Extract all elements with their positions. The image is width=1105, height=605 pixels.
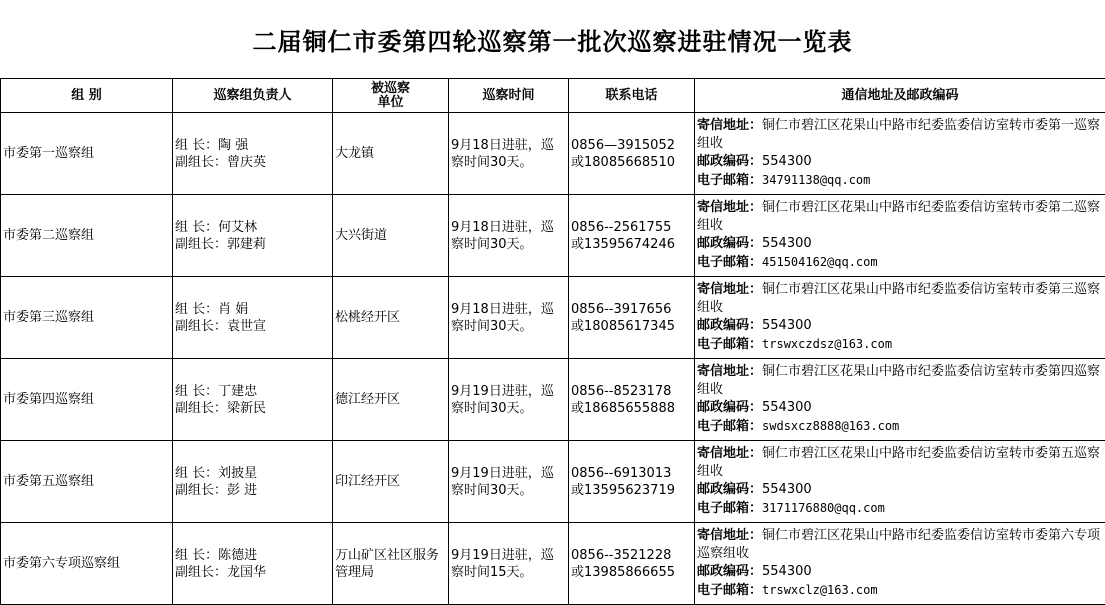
address-cell[interactable]	[695, 195, 1105, 277]
send-addr-label: 寄信地址：	[697, 118, 763, 133]
page-title: 二届铜仁市委第四轮巡察第一批次巡察进驻情况一览表	[252, 26, 853, 56]
unit-cell[interactable]	[333, 195, 449, 277]
address-cell[interactable]	[695, 523, 1105, 605]
address-cell[interactable]	[695, 359, 1105, 441]
deputy-leader-name: 副组长：郭建莉	[175, 236, 267, 252]
postcode-value: 554300	[762, 564, 812, 579]
leader-cell[interactable]	[173, 277, 333, 359]
postcode-label: 邮政编码：	[697, 400, 763, 415]
postcode-value: 554300	[762, 318, 812, 333]
header-unit-line1: 被巡察	[370, 80, 410, 96]
mail-address	[697, 199, 1103, 235]
group-cell[interactable]	[1, 195, 173, 277]
phone-cell[interactable]	[569, 523, 695, 605]
email	[697, 335, 1103, 354]
phone-cell[interactable]	[569, 277, 695, 359]
send-addr-value: 铜仁市碧江区花果山中路市纪委监委信访室转市委第五巡察组收	[697, 446, 1101, 479]
email-label: 电子邮箱：	[697, 501, 763, 516]
leader-cell[interactable]	[173, 523, 333, 605]
send-addr-value: 铜仁市碧江区花果山中路市纪委监委信访室转市委第三巡察组收	[697, 282, 1101, 315]
phone-mobile: 或13595674246	[571, 236, 675, 252]
inspected-unit: 大兴街道	[335, 228, 388, 243]
email-value: trswxclz@163.com	[762, 583, 878, 597]
time-cell[interactable]	[449, 195, 569, 277]
unit-cell[interactable]	[333, 277, 449, 359]
unit-cell[interactable]	[333, 523, 449, 605]
postcode-label: 邮政编码：	[697, 318, 763, 333]
unit-cell[interactable]	[333, 359, 449, 441]
email	[697, 417, 1103, 436]
email-label: 电子邮箱：	[697, 255, 763, 270]
group-name: 市委第六专项巡察组	[3, 556, 121, 571]
leader-cell[interactable]	[173, 441, 333, 523]
phone-cell[interactable]	[569, 359, 695, 441]
postcode-label: 邮政编码：	[697, 236, 763, 251]
send-addr-value: 铜仁市碧江区花果山中路市纪委监委信访室转市委第一巡察组收	[697, 118, 1101, 151]
header-time: 巡察时间	[449, 79, 569, 113]
email-value: swdsxcz8888@163.com	[762, 419, 900, 433]
group-name: 市委第二巡察组	[3, 228, 95, 243]
email-value: 3171176880@qq.com	[762, 501, 885, 515]
leader-cell[interactable]	[173, 359, 333, 441]
address-cell[interactable]	[695, 113, 1105, 195]
email	[697, 581, 1103, 600]
group-cell[interactable]	[1, 277, 173, 359]
postcode-value: 554300	[762, 482, 812, 497]
send-addr-label: 寄信地址：	[697, 446, 763, 461]
table-row	[1, 195, 1105, 277]
email-label: 电子邮箱：	[697, 337, 763, 352]
inspection-time: 9月19日进驻，巡察时间15天。	[451, 547, 554, 580]
phone-cell[interactable]	[569, 113, 695, 195]
postcode	[697, 317, 1103, 335]
send-addr-value: 铜仁市碧江区花果山中路市纪委监委信访室转市委第四巡察组收	[697, 364, 1101, 397]
postcode	[697, 481, 1103, 499]
phone-mobile: 或18085668510	[571, 154, 675, 170]
send-addr-value: 铜仁市碧江区花果山中路市纪委监委信访室转市委第六专项巡察组收	[697, 528, 1101, 561]
inspected-unit: 德江经开区	[335, 392, 401, 407]
header-leader: 巡察组负责人	[173, 79, 333, 113]
postcode-value: 554300	[762, 236, 812, 251]
postcode-label: 邮政编码：	[697, 154, 763, 169]
leader-name: 组 长：肖 娟	[175, 301, 249, 317]
inspection-time: 9月19日进驻，巡察时间30天。	[451, 383, 554, 416]
email-value: 451504162@qq.com	[762, 255, 878, 269]
time-cell[interactable]	[449, 277, 569, 359]
phone-mobile: 或13595623719	[571, 482, 675, 498]
send-addr-label: 寄信地址：	[697, 528, 763, 543]
email	[697, 499, 1103, 518]
header-unit-line2: 单位	[377, 94, 404, 110]
time-cell[interactable]	[449, 523, 569, 605]
deputy-leader-name: 副组长：龙国华	[175, 564, 267, 580]
table-row	[1, 277, 1105, 359]
header-group: 组 别	[1, 79, 173, 113]
phone-mobile: 或18085617345	[571, 318, 675, 334]
time-cell[interactable]	[449, 113, 569, 195]
group-name: 市委第一巡察组	[3, 146, 95, 161]
group-cell[interactable]	[1, 359, 173, 441]
header-phone: 联系电话	[569, 79, 695, 113]
table-row	[1, 113, 1105, 195]
deputy-leader-name: 副组长：彭 进	[175, 482, 258, 498]
leader-name: 组 长：陶 强	[175, 137, 249, 153]
table-row	[1, 523, 1105, 605]
phone-primary: 0856--6913013	[571, 465, 672, 481]
phone-primary: 0856—3915052	[571, 137, 675, 153]
leader-name: 组 长：刘披星	[175, 465, 258, 481]
phone-primary: 0856--2561755	[571, 219, 672, 235]
header-row	[1, 79, 1105, 113]
group-cell[interactable]	[1, 113, 173, 195]
mail-address	[697, 117, 1103, 153]
time-cell[interactable]	[449, 359, 569, 441]
inspection-time: 9月18日进驻，巡察时间30天。	[451, 301, 554, 334]
postcode-label: 邮政编码：	[697, 564, 763, 579]
phone-mobile: 或18685655888	[571, 400, 675, 416]
phone-primary: 0856--3521228	[571, 547, 672, 563]
inspected-unit: 松桃经开区	[335, 310, 401, 325]
leader-cell[interactable]	[173, 113, 333, 195]
send-addr-label: 寄信地址：	[697, 282, 763, 297]
email-label: 电子邮箱：	[697, 583, 763, 598]
email	[697, 253, 1103, 272]
group-name: 市委第五巡察组	[3, 474, 95, 489]
leader-name: 组 长：何艾林	[175, 219, 258, 235]
send-addr-value: 铜仁市碧江区花果山中路市纪委监委信访室转市委第二巡察组收	[697, 200, 1101, 233]
inspection-time: 9月19日进驻，巡察时间30天。	[451, 465, 554, 498]
leader-name: 组 长：丁建忠	[175, 383, 258, 399]
leader-cell[interactable]	[173, 195, 333, 277]
header-address: 通信地址及邮政编码	[695, 79, 1105, 113]
header-unit	[333, 79, 449, 113]
mail-address	[697, 527, 1103, 563]
postcode-value: 554300	[762, 400, 812, 415]
deputy-leader-name: 副组长：梁新民	[175, 400, 267, 416]
phone-cell[interactable]	[569, 441, 695, 523]
leader-name: 组 长：陈德进	[175, 547, 258, 563]
unit-cell[interactable]	[333, 113, 449, 195]
email	[697, 171, 1103, 190]
email-value: trswxczdsz@163.com	[762, 337, 893, 351]
postcode	[697, 563, 1103, 581]
inspection-time: 9月18日进驻，巡察时间30天。	[451, 137, 554, 170]
group-name: 市委第四巡察组	[3, 392, 95, 407]
inspected-unit: 万山矿区社区服务管理局	[335, 547, 440, 580]
phone-mobile: 或13985866655	[571, 564, 675, 580]
group-cell[interactable]	[1, 523, 173, 605]
group-name: 市委第三巡察组	[3, 310, 95, 325]
mail-address	[697, 445, 1103, 481]
deputy-leader-name: 副组长：袁世宣	[175, 318, 267, 334]
send-addr-label: 寄信地址：	[697, 200, 763, 215]
phone-cell[interactable]	[569, 195, 695, 277]
send-addr-label: 寄信地址：	[697, 364, 763, 379]
email-label: 电子邮箱：	[697, 173, 763, 188]
phone-primary: 0856--3917656	[571, 301, 672, 317]
inspection-time: 9月18日进驻，巡察时间30天。	[451, 219, 554, 252]
phone-primary: 0856--8523178	[571, 383, 672, 399]
inspection-table	[0, 78, 1105, 605]
inspected-unit: 印江经开区	[335, 474, 401, 489]
postcode	[697, 153, 1103, 171]
unit-cell[interactable]	[333, 441, 449, 523]
postcode-label: 邮政编码：	[697, 482, 763, 497]
mail-address	[697, 363, 1103, 399]
address-cell[interactable]	[695, 441, 1105, 523]
postcode	[697, 399, 1103, 417]
postcode	[697, 235, 1103, 253]
group-cell[interactable]	[1, 441, 173, 523]
email-value: 34791138@qq.com	[762, 173, 871, 187]
time-cell[interactable]	[449, 441, 569, 523]
deputy-leader-name: 副组长：曾庆英	[175, 154, 267, 170]
inspected-unit: 大龙镇	[335, 146, 375, 161]
address-cell[interactable]	[695, 277, 1105, 359]
table-row	[1, 359, 1105, 441]
table-row	[1, 441, 1105, 523]
postcode-value: 554300	[762, 154, 812, 169]
email-label: 电子邮箱：	[697, 419, 763, 434]
mail-address	[697, 281, 1103, 317]
